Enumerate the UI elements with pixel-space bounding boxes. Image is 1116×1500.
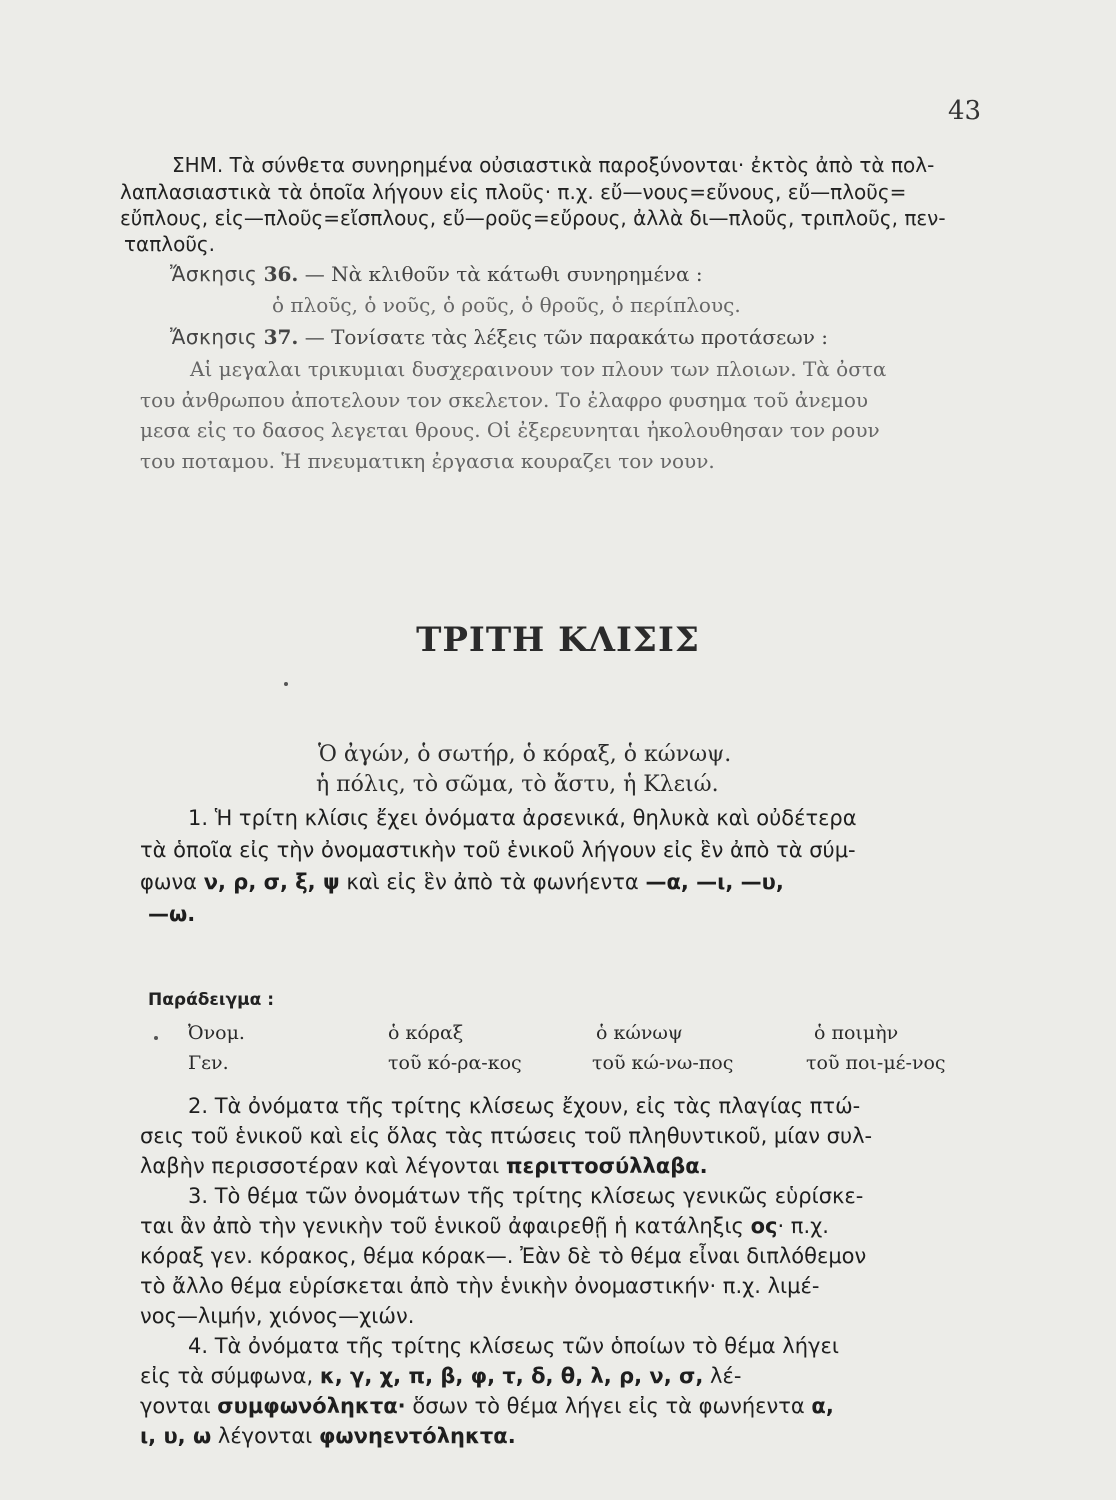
vowel: α, [811,1394,834,1418]
case-label: Γεν. [188,1052,229,1074]
paragraph-3-line: τὸ ἄλλο θέμα εὑρίσκεται ἀπὸ τὴν ἑνικὴν ὀνομαστικήν· π.χ. λιμέ- [140,1274,820,1298]
paragraph-2-line [140,1154,708,1178]
vowels: ι, υ, ω [140,1424,212,1448]
consonants: ν, ρ, σ, ξ, ψ [203,870,340,894]
example-label: Παράδειγμα : [148,990,275,1010]
text: λαβὴν περισσοτέραν καὶ λέγονται [140,1154,500,1178]
example-word: ὁ κόραξ [388,1022,464,1044]
example-word: ὁ κώνωψ [596,1022,683,1044]
note-line: εὔπλους, εἰς—πλοῦς=εἴσπλους, εὔ—ροῦς=εὔρους, ἀλλὰ δι—πλοῦς, τριπλοῦς, πεν- [120,206,946,230]
text: εἰς τὰ σύμφωνα, [140,1364,314,1388]
ending: ος [750,1214,778,1238]
vowels: —α, —ι, —υ, [645,870,784,894]
paragraph-4-line: 4. Τὰ ὀνόματα τῆς τρίτης κλίσεως τῶν ὁποίων τὸ θέμα λήγει [188,1334,839,1358]
text: λέγονται [217,1424,313,1448]
page-number: 43 [948,96,982,126]
exercise-number: 36. [263,262,299,286]
exercise-37-line: του ποταμου. Ἡ πνευματικη ἐργασια κουραζει τον νουν. [140,449,715,473]
term: φωνηεντόληκτα. [318,1424,516,1448]
paragraph-3-line [140,1214,829,1238]
examples-line: ἡ πόλις, τὸ σῶμα, τὸ ἄστυ, ἡ Κλειώ. [316,772,719,797]
paragraph-3-line: κόραξ γεν. κόρακος, θέμα κόρακ—. Ἐὰν δὲ τὸ θέμα εἶναι διπλόθεμον [140,1244,867,1268]
exercise-36 [170,262,703,286]
paragraph-1-line [140,870,784,894]
exercise-label: Ἄσκησις [170,325,258,349]
note-line: ΣΗΜ. Τὰ σύνθετα συνηρημένα οὐσιαστικὰ παροξύνονται· ἐκτὸς ἀπὸ τὰ πολ- [172,153,935,177]
exercise-instruction: — Νὰ κλιθοῦν τὰ κάτωθι συνηρημένα : [304,262,703,286]
paragraph-2-line: σεις τοῦ ἑνικοῦ καὶ εἰς ὅλας τὰς πτώσεις τοῦ πληθυντικοῦ, μίαν συλ- [140,1124,873,1148]
consonants: κ, γ, χ, π, β, φ, τ, δ, θ, λ, ρ, ν, σ, [319,1364,704,1388]
print-speck [154,1036,158,1040]
text: λέ- [710,1364,742,1388]
paragraph-4-line [140,1394,834,1418]
example-word: τοῦ κό-ρα-κος [388,1052,522,1074]
exercise-label: Ἄσκησις [170,262,258,286]
example-word: ὁ ποιμὴν [814,1022,899,1044]
text: ὅσων τὸ θέμα λήγει εἰς τὰ φωνήεντα [412,1394,805,1418]
exercise-36-words: ὁ πλοῦς, ὁ νοῦς, ὁ ροῦς, ὁ θροῦς, ὁ περίπλους. [272,293,741,317]
paragraph-1-line: τὰ ὁποῖα εἰς τὴν ὀνομαστικὴν τοῦ ἑνικοῦ λήγουν εἰς ἓν ἀπὸ τὰ σύμ- [140,838,856,862]
paragraph-2-line: 2. Τὰ ὀνόματα τῆς τρίτης κλίσεως ἔχουν, εἰς τὰς πλαγίας πτώ- [188,1094,861,1118]
example-word: τοῦ ποι-μέ-νος [806,1052,946,1074]
term: συμφωνόληκτα· [217,1394,406,1418]
exercise-37 [170,325,828,349]
paragraph-1-line: —ω. [148,902,196,926]
text: · π.χ. [777,1214,829,1238]
text: γονται [140,1394,211,1418]
paragraph-4-line [140,1424,516,1448]
exercise-37-line: του ἀνθρωπου ἀποτελουν τον σκελετον. Το ἐλαφρο φυσημα τοῦ ἀνεμου [140,388,869,412]
exercise-number: 37. [263,325,299,349]
examples-line: Ὁ ἀγών, ὁ σωτήρ, ὁ κόραξ, ὁ κώνωψ. [318,742,732,767]
print-speck [284,682,288,686]
text: ται ἂν ἀπὸ τὴν γενικὴν τοῦ ἑνικοῦ ἀφαιρεθῇ ἡ κατάληξις [140,1214,744,1238]
paragraph-1-line: 1. Ἡ τρίτη κλίσις ἔχει ὀνόματα ἀρσενικά, θηλυκὰ καὶ οὐδέτερα [188,806,857,830]
paragraph-4-line [140,1364,741,1388]
text: φωνα [140,870,198,894]
note-line: λαπλασιαστικὰ τὰ ὁποῖα λήγουν εἰς πλοῦς· π.χ. εὔ—νους=εὔνους, εὔ—πλοῦς= [120,180,907,204]
exercise-37-line: μεσα εἰς το δασος λεγεται θρους. Οἱ ἐξερευνηται ἠκολουθησαν τον ρουν [140,418,880,442]
case-label: Ὀνομ. [188,1022,245,1044]
exercise-37-line: Αἱ μεγαλαι τρικυμιαι δυσχεραινουν τον πλουν των πλοιων. Τὰ ὀστα [190,357,887,381]
example-word: τοῦ κώ-νω-πος [592,1052,734,1074]
exercise-instruction: — Τονίσατε τὰς λέξεις τῶν παρακάτω προτάσεων : [304,325,828,349]
note-line: ταπλοῦς. [124,232,216,256]
paragraph-3-line: 3. Τὸ θέμα τῶν ὀνομάτων τῆς τρίτης κλίσεως γενικῶς εὑρίσκε- [188,1184,864,1208]
term: περιττοσύλλαβα. [505,1154,708,1178]
text: καὶ εἰς ἓν ἀπὸ τὰ φωνήεντα [346,870,639,894]
paragraph-3-line: νος—λιμήν, χιόνος—χιών. [140,1304,415,1328]
chapter-title: ΤΡΙΤΗ ΚΛΙΣΙΣ [416,620,700,660]
